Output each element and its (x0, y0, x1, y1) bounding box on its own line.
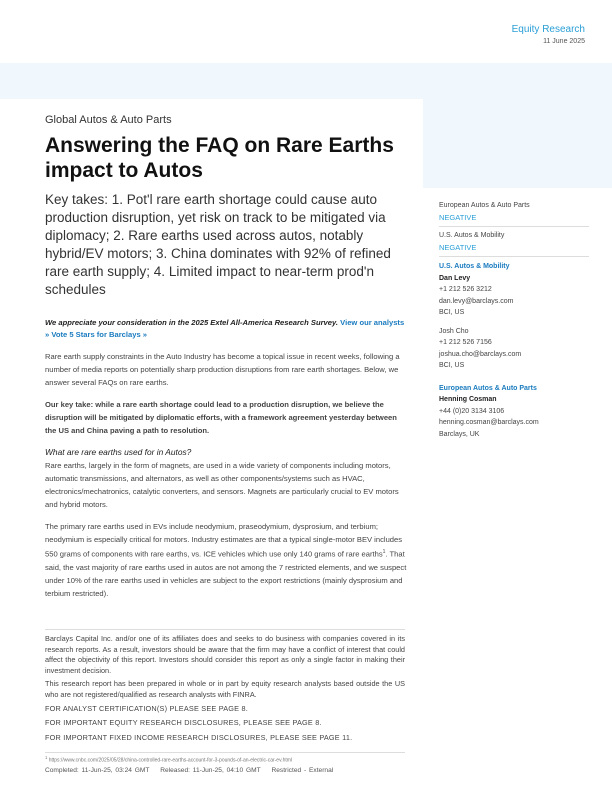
key-take-paragraph: Our key take: while a rare earth shortage could lead to a production disruption, we believe the disruption will be mitigated by diplomatic efforts, with a framework agreement yesterday between the US and China paving a path to resolution. (45, 400, 397, 435)
sidebar (439, 200, 589, 440)
main-content (45, 114, 410, 600)
footnote-url[interactable]: https://www.cnbc.com/2025/05/28/china-controlled-rare-earths-account-for-3-pounds-of-an-electric-car-ev.html (48, 757, 293, 764)
rating-value: NEGATIVE (439, 242, 477, 252)
report-type: Equity Research (511, 24, 585, 35)
analyst-email[interactable]: joshua.cho@barclays.com (439, 350, 522, 358)
rare-earth-paragraph (45, 520, 410, 600)
certification-note: FOR ANALYST CERTIFICATION(S) PLEASE SEE PAGE 8. (45, 703, 248, 713)
rating-sector: U.S. Autos & Mobility (439, 232, 505, 239)
page-title: Answering the FAQ on Rare Earths impact to Autos (45, 134, 394, 182)
report-date: 11 June 2025 (543, 38, 585, 45)
analyst-group-title: European Autos & Auto Parts (439, 384, 537, 392)
analyst-email[interactable]: dan.levy@barclays.com (439, 297, 514, 305)
paragraph-text: . That said, the vast majority of rare earths used in autos are not among the 7 restricted elements, and we suspect under 10% of the rare earths used in vehicles are subject to the export restrictions (mainly dysprosium and terbium restricted). (45, 549, 407, 598)
analyst-email[interactable]: henning.cosman@barclays.com (439, 419, 539, 426)
analyst-name: Josh Cho (439, 327, 469, 335)
equity-disclosure-note: FOR IMPORTANT EQUITY RESEARCH DISCLOSURES, PLEASE SEE PAGE 8. (45, 718, 322, 728)
rating-sector: European Autos & Auto Parts (439, 202, 530, 209)
analyst-phone: +44 (0)20 3134 3106 (439, 407, 505, 415)
analyst-entity: Barclays, UK (439, 430, 480, 438)
header-band-right (423, 99, 612, 188)
intro-paragraph: Rare earth supply constraints in the Auto Industry has become a topical issue in recent weeks, following a number of media reports on potentially sharp production disruptions from rare earth shortages. Below, we answer several FAQs on rare earths. (45, 352, 400, 387)
analyst-entity: BCI, US (439, 362, 465, 369)
disclosures (45, 629, 405, 747)
release-info (45, 767, 341, 774)
footnote-ref[interactable]: 1 (382, 549, 386, 555)
survey-text: We appreciate your consideration in the 2025 Extel All-America Research Survey. (45, 318, 339, 327)
faq-answer-paragraph: Rare earths, largely in the form of magnets, are used in a wide variety of components including motors, automatic transmissions, and alternators, as well as other components/systems such as HVAC, electronics/mechatronics, catalytic converters, and sensors. Magnets are particularly crucial to EV motors and hybrid motors. (45, 461, 399, 509)
vote-link[interactable]: View our analysts » Vote 5 Stars for Barclays » (45, 318, 405, 339)
fixed-income-disclosure-note: FOR IMPORTANT FIXED INCOME RESEARCH DISCLOSURES, PLEASE SEE PAGE 11. (45, 732, 353, 742)
faq-question: What are rare earths used for in Autos? (45, 447, 192, 457)
analyst-phone: +1 212 526 3212 (439, 286, 492, 293)
analyst-name: Henning Cosman (439, 396, 497, 403)
disclosure-paragraph: This research report has been prepared in whole or in part by equity research analysts based outside the US who are not registered/qualified as research analysts with FINRA. (45, 679, 405, 699)
analyst-phone: +1 212 526 7156 (439, 339, 492, 346)
disclosure-paragraph: Barclays Capital Inc. and/or one of its affiliates does and seeks to do business with companies covered in its research reports. As a result, investors should be aware that the firm may have a conflict of interest that could affect the objectivity of this report. Investors should consider this report as only a single factor in making their investment decision. (45, 634, 405, 675)
report-header (512, 24, 585, 45)
key-takes: Key takes: 1. Pot'l rare earth shortage could cause auto production disruption, yet risk on track to be mitigated via diplomacy; 2. Rare earths used across autos, notably hybrid/EV motors; 3. China dominates with 92% of refined rare earth supply; 4. Limited impact to near-term prod'n schedules (45, 192, 391, 297)
analyst-group-title: U.S. Autos & Mobility (439, 263, 510, 270)
analyst-entity: BCI, US (439, 309, 465, 316)
survey-note (45, 317, 410, 341)
rating-value: NEGATIVE (439, 212, 477, 222)
analyst-name: Dan Levy (439, 274, 471, 282)
divider (439, 226, 589, 227)
footnote (45, 752, 405, 764)
paragraph-text: The primary rare earths used in EVs include neodymium, praseodymium, dysprosium, and terbium; neodymium is especially critical for motors. Industry estimates are that a typical single-motor BEV includes 550 grams of components with rare earths, vs. ICE vehicles which use only 140 grams of rare earths (45, 522, 403, 559)
footnote-number: 1 (45, 755, 48, 760)
restriction-label: Restricted - External (271, 767, 334, 774)
divider (439, 256, 589, 257)
sector-label: Global Autos & Auto Parts (45, 114, 172, 126)
completed-time: Completed: 11-Jun-25, 03:24 GMT (45, 767, 150, 774)
header-band (0, 63, 612, 99)
released-time: Released: 11-Jun-25, 04:10 GMT (160, 767, 261, 774)
